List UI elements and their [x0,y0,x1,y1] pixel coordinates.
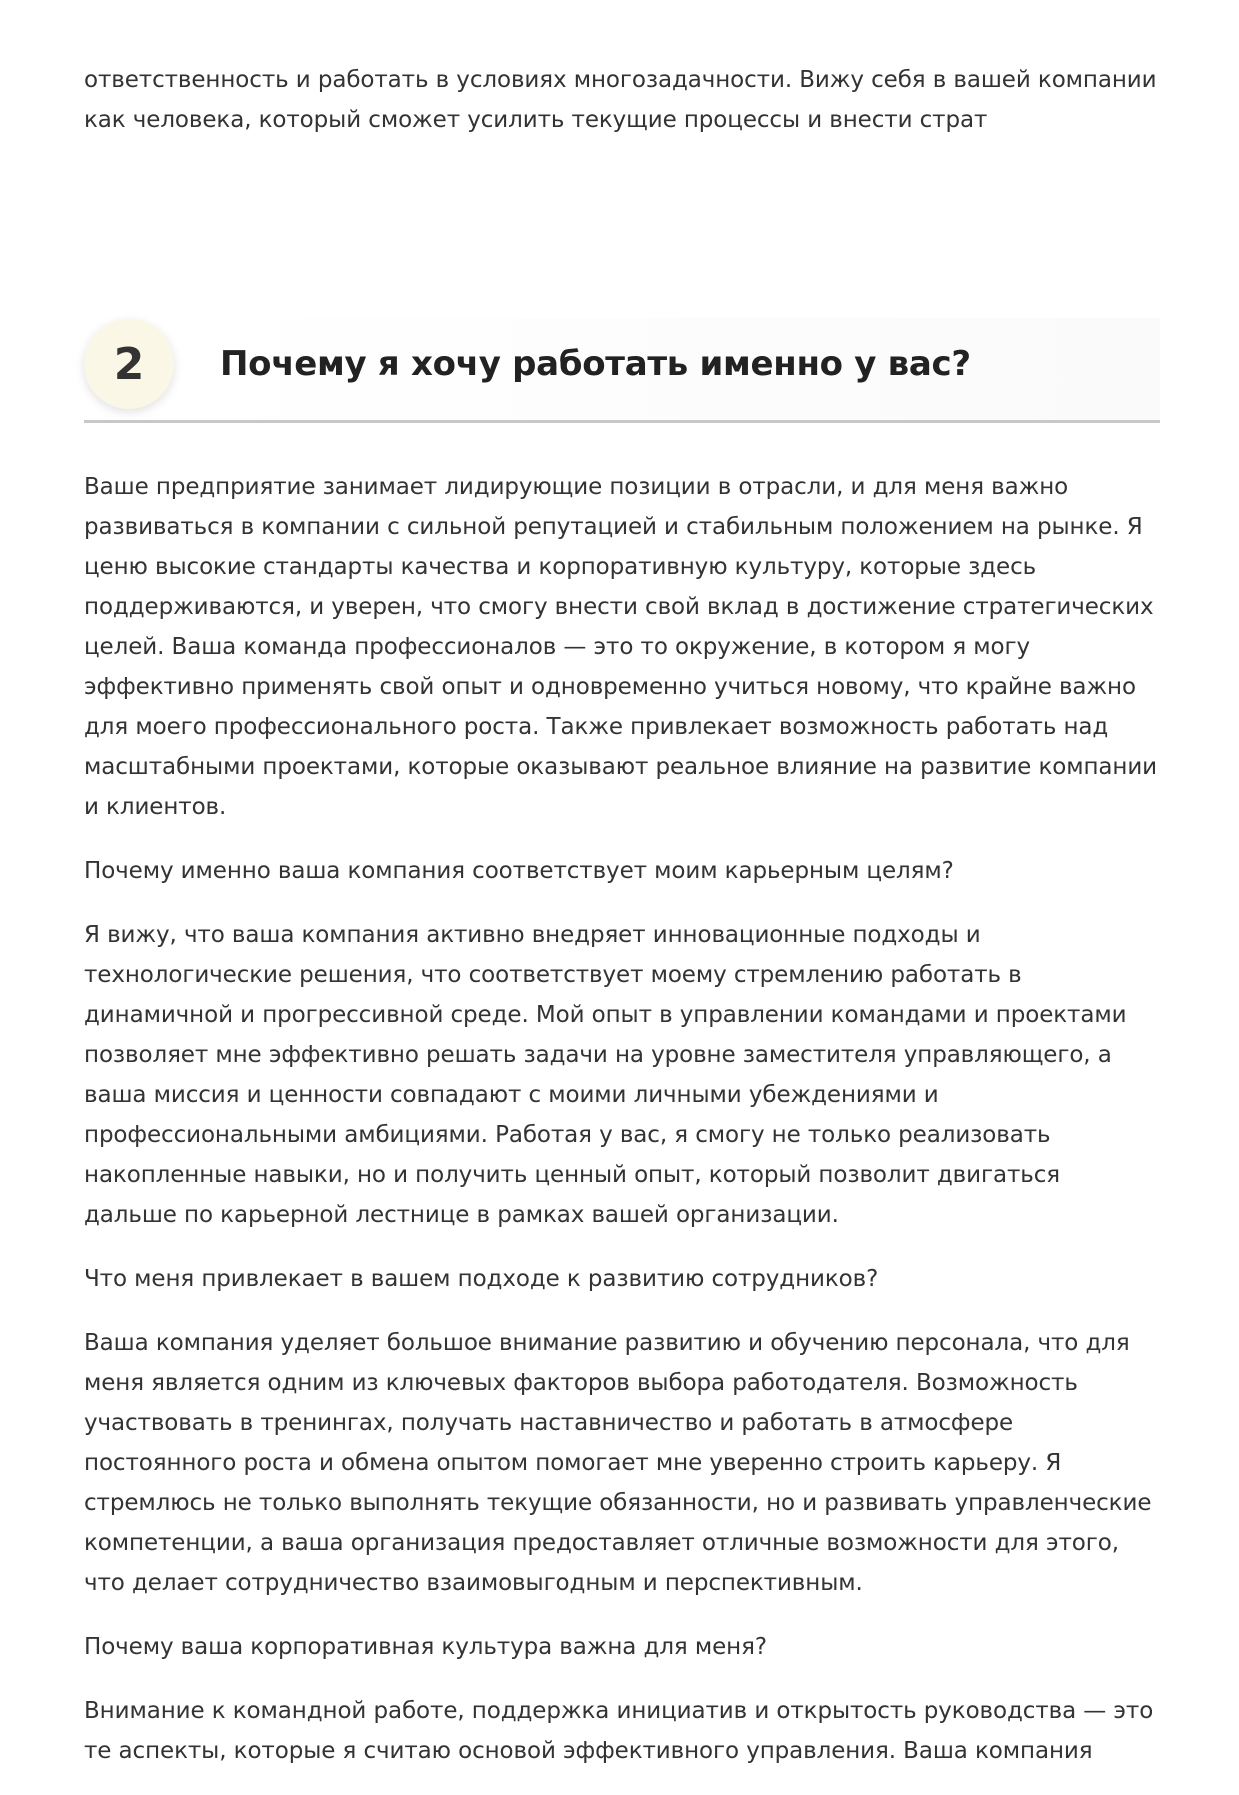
section-header [84,318,1160,423]
question-line: Что меня привлекает в вашем подходе к развитию сотрудников? [84,1266,879,1292]
document-page [84,60,1160,1795]
body-paragraph: Я вижу, что ваша компания активно внедряет инновационные подходы и технологические решения, что соответствует моему стремлению работать в динамичной и прогрессивной среде. Мой опыт в управлении командами и проектами позволяет мне эффективно решать задачи на уровне заместителя управляющего, а ваша миссия и ценности совпадают с моими личными убеждениями и профессиональными амбициями. Работая у вас, я смогу не только реализовать накопленные навыки, но и получить ценный опыт, который позволит двигаться дальше по карьерной лестнице в рамках вашей организации. [84,922,1127,1228]
intro-paragraph: ответственность и работать в условиях многозадачности. Вижу себя в вашей компании как человека, который сможет усилить текущие процессы и внести страт [84,67,1157,133]
body-paragraph: Ваша компания уделяет большое внимание развитию и обучению персонала, что для меня является одним из ключевых факторов выбора работодателя. Возможность участвовать в тренингах, получать наставничество и работать в атмосфере постоянного роста и обмена опытом помогает мне уверенно строить карьеру. Я стремлюсь не только выполнять текущие обязанности, но и развивать управленческие компетенции, а ваша организация предоставляет отличные возможности для этого, что делает сотрудничество взаимовыгодным и перспективным. [84,1330,1152,1596]
question-line: Почему именно ваша компания соответствует моим карьерным целям? [84,858,954,884]
body-paragraph: Ваше предприятие занимает лидирующие позиции в отрасли, и для меня важно развиваться в компании с сильной репутацией и стабильным положением на рынке. Я ценю высокие стандарты качества и корпоративную культуру, которые здесь поддерживаются, и уверен, что смогу внести свой вклад в достижение стратегических целей. Ваша команда профессионалов — это то окружение, в котором я могу эффективно применять свой опыт и одновременно учиться новому, что крайне важно для моего профессионального роста. Также привлекает возможность работать над масштабными проектами, которые оказывают реальное влияние на развитие компании и клиентов. [84,474,1158,820]
section-number-badge: 2 [84,319,174,409]
body-paragraph: Внимание к командной работе, поддержка инициатив и открытость руководства — это те аспекты, которые я считаю основой эффективного управления. Ваша компания [84,1698,1154,1764]
question-line: Почему ваша корпоративная культура важна для меня? [84,1634,767,1660]
section-title: Почему я хочу работать именно у вас? [220,344,971,384]
